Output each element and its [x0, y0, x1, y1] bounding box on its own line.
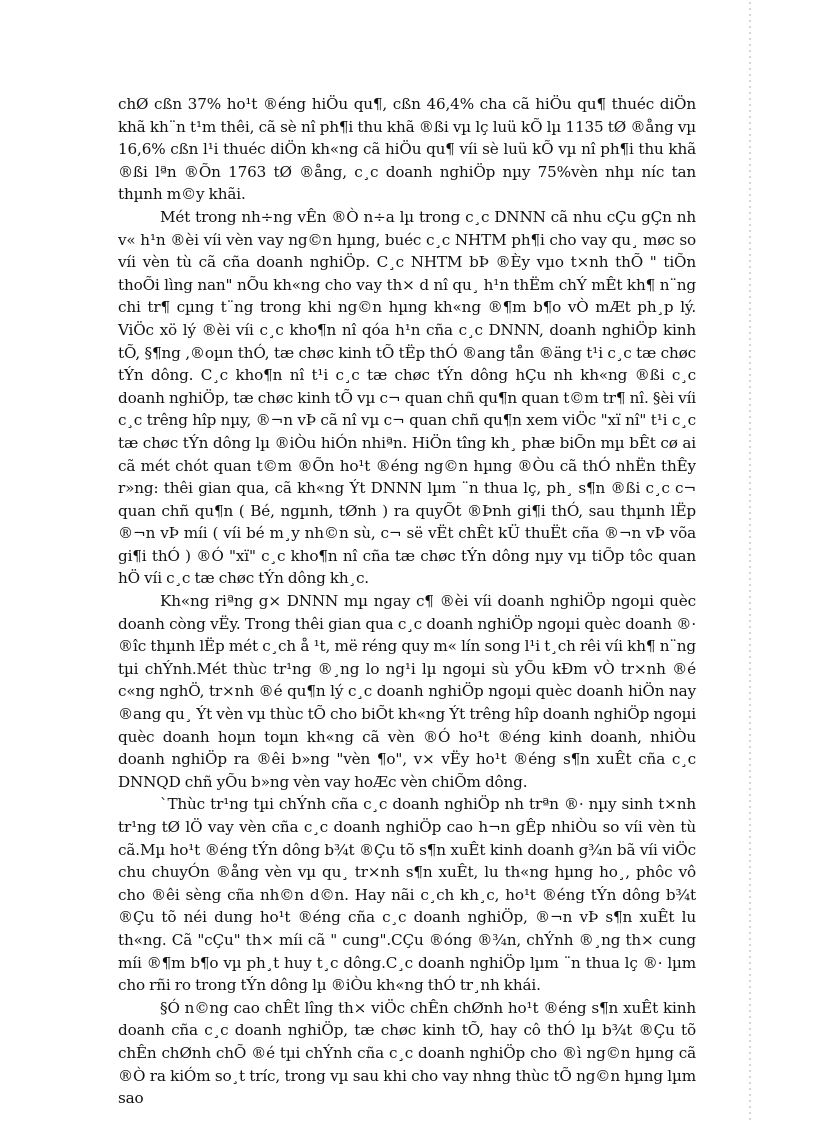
paragraph-2: Mét trong nh÷ng vÊn ®Ò n÷a lµ trong c¸c DNNN cã nhu cÇu gÇn nh v« h¹n ®èi víi vèn vay ng©n hµng, buéc c¸c NHTM ph¶i cho vay qu¸ møc so víi vèn tù cã cña doanh nghiÖp. C¸c NHTM bÞ ®Èy vµo t×nh thÕ " tiÕn thoÕi lìng nan" nÕu kh«ng cho vay th× d nî qu¸ h¹n thËm chÝ mÊt kh¶ n¨ng chi tr¶ cµng t¨ng trong khi ng©n hµng kh«ng ®¶m b¶o vÒ mÆt ph¸p lý. ViÖc xö lý ®èi víi c¸c kho¶n nî qóa h¹n cña c¸c DNNN, doanh nghiÖp kinh tÕ, §¶ng ,®oµn thÓ, tæ chøc kinh tÕ tËp thÓ ®ang tån ®äng t¹i c¸c tæ chøc tÝn dông. C¸c kho¶n nî t¹i c¸c tæ chøc tÝn dông hÇu nh kh«ng ®ßi c¸c doanh nghiÖp, tæ chøc kinh tÕ vµ c¬ quan chñ qu¶n quan t©m tr¶ nî. §èi víi c¸c trêng hîp nµy, ®¬n vÞ cã nî vµ c¬ quan chñ qu¶n xem viÖc "xï nî" t¹i c¸c tæ chøc tÝn dông lµ ®iÒu hiÓn nhiªn. HiÖn tîng kh¸ phæ biÕn mµ bÊt cø ai cã mét chót quan t©m ®Õn ho¹t ®éng ng©n hµng ®Òu cã thÓ nhËn thÊy r»ng: thêi gian qua, cã kh«ng Ýt DNNN lµm ¨n thua lç, ph¸ s¶n ®ßi c¸c c¬ quan chñ qu¶n ( Bé, ngµnh, tØnh ) ra quyÕt ®Þnh gi¶i thÓ, sau thµnh lËp ®¬n vÞ míi ( víi bé m¸y nh©n sù, c¬ së vËt chÊt kÜ thuËt cña ®¬n vÞ võa gi¶i thÓ ) ®Ó "xï" c¸c kho¶n nî cña tæ chøc tÝn dông nµy vµ tiÕp tôc quan hÖ víi c¸c tæ chøc tÝn dông kh¸c.	[118, 207, 696, 588]
dotted-margin-line	[748, 0, 752, 1123]
paragraph-3: Kh«ng riªng g× DNNN mµ ngay c¶ ®èi víi doanh nghiÖp ngoµi quèc doanh còng vËy. Trong thêi gian qua c¸c doanh nghiÖp ngoµi quèc doanh ®· ®îc thµnh lËp mét c¸ch å ¹t, më réng quy m« lín song l¹i t¸ch rêi víi kh¶ n¨ng tµi chÝnh.Mét thùc tr¹ng ®¸ng lo ng¹i lµ ngoµi sù yÕu kÐm vÒ tr×nh ®é c«ng nghÖ, tr×nh ®é qu¶n lý c¸c doanh nghiÖp ngoµi quèc doanh hiÖn nay ®ang qu¸ Ýt vèn vµ thùc tÕ cho biÕt kh«ng Ýt trêng hîp doanh nghiÖp ngoµi quèc doanh hoµn toµn kh«ng cã vèn ®Ó ho¹t ®éng kinh doanh, nhiÒu doanh nghiÖp ra ®êi b»ng "vèn ¶o", v× vËy ho¹t ®éng s¶n xuÊt cña c¸c DNNQD chñ yÕu b»ng vèn vay hoÆc vèn chiÕm dông.	[118, 592, 696, 791]
document-page	[118, 93, 696, 1110]
paragraph-5: §Ó n©ng cao chÊt lîng th× viÖc chÊn chØnh ho¹t ®éng s¶n xuÊt kinh doanh cña c¸c doanh nghiÖp, tæ chøc kinh tÕ, hay cô thÓ lµ b¾t ®Çu tõ chÊn chØnh chÕ ®é tµi chÝnh cña c¸c doanh nghiÖp cho ®ì ng©n hµng cã ®Ò ra kiÓm so¸t tríc, trong vµ sau khi cho vay nhng thùc tÕ ng©n hµng lµm sao	[118, 998, 696, 1108]
paragraph-4: `Thùc tr¹ng tµi chÝnh cña c¸c doanh nghiÖp nh trªn ®· nµy sinh t×nh tr¹ng tØ lÖ vay vèn cña c¸c doanh nghiÖp cao h¬n gÊp nhiÒu so víi vèn tù cã.Mµ ho¹t ®éng tÝn dông b¾t ®Çu tõ s¶n xuÊt kinh doanh g¾n bã víi viÖc chu chuyÓn ®ång vèn vµ qu¸ tr×nh s¶n xuÊt, lu th«ng hµng ho¸, phôc vô cho ®êi sèng cña nh©n d©n. Hay nãi c¸ch kh¸c, ho¹t ®éng tÝn dông b¾t ®Çu tõ néi dung ho¹t ®éng cña c¸c doanh nghiÖp, ®¬n vÞ s¶n xuÊt lu th«ng. Cã "cÇu" th× míi cã " cung".CÇu ®óng ®¾n, chÝnh ®¸ng th× cung míi ®¶m b¶o vµ ph¸t huy t¸c dông.C¸c doanh nghiÖp lµm ¨n thua lç ®· lµm cho rñi ro trong tÝn dông lµ ®iÒu kh«ng thÓ tr¸nh khái.	[118, 795, 696, 995]
paragraph-1: chØ cßn 37% ho¹t ®éng hiÖu qu¶, cßn 46,4% cha cã hiÖu qu¶ thuéc diÖn khã kh¨n t¹m thêi, cã sè nî ph¶i thu khã ®ßi vµ lç luü kÕ lµ 1135 tØ ®ång vµ 16,6% cßn l¹i thuéc diÖn kh«ng cã hiÖu qu¶ víi sè luü kÕ vµ nî ph¶i thu khã ®ßi lªn ®Õn 1763 tØ ®ång, c¸c doanh nghiÖp nµy 75%vèn nhµ níc tan thµnh m©y khãi.	[118, 95, 696, 204]
